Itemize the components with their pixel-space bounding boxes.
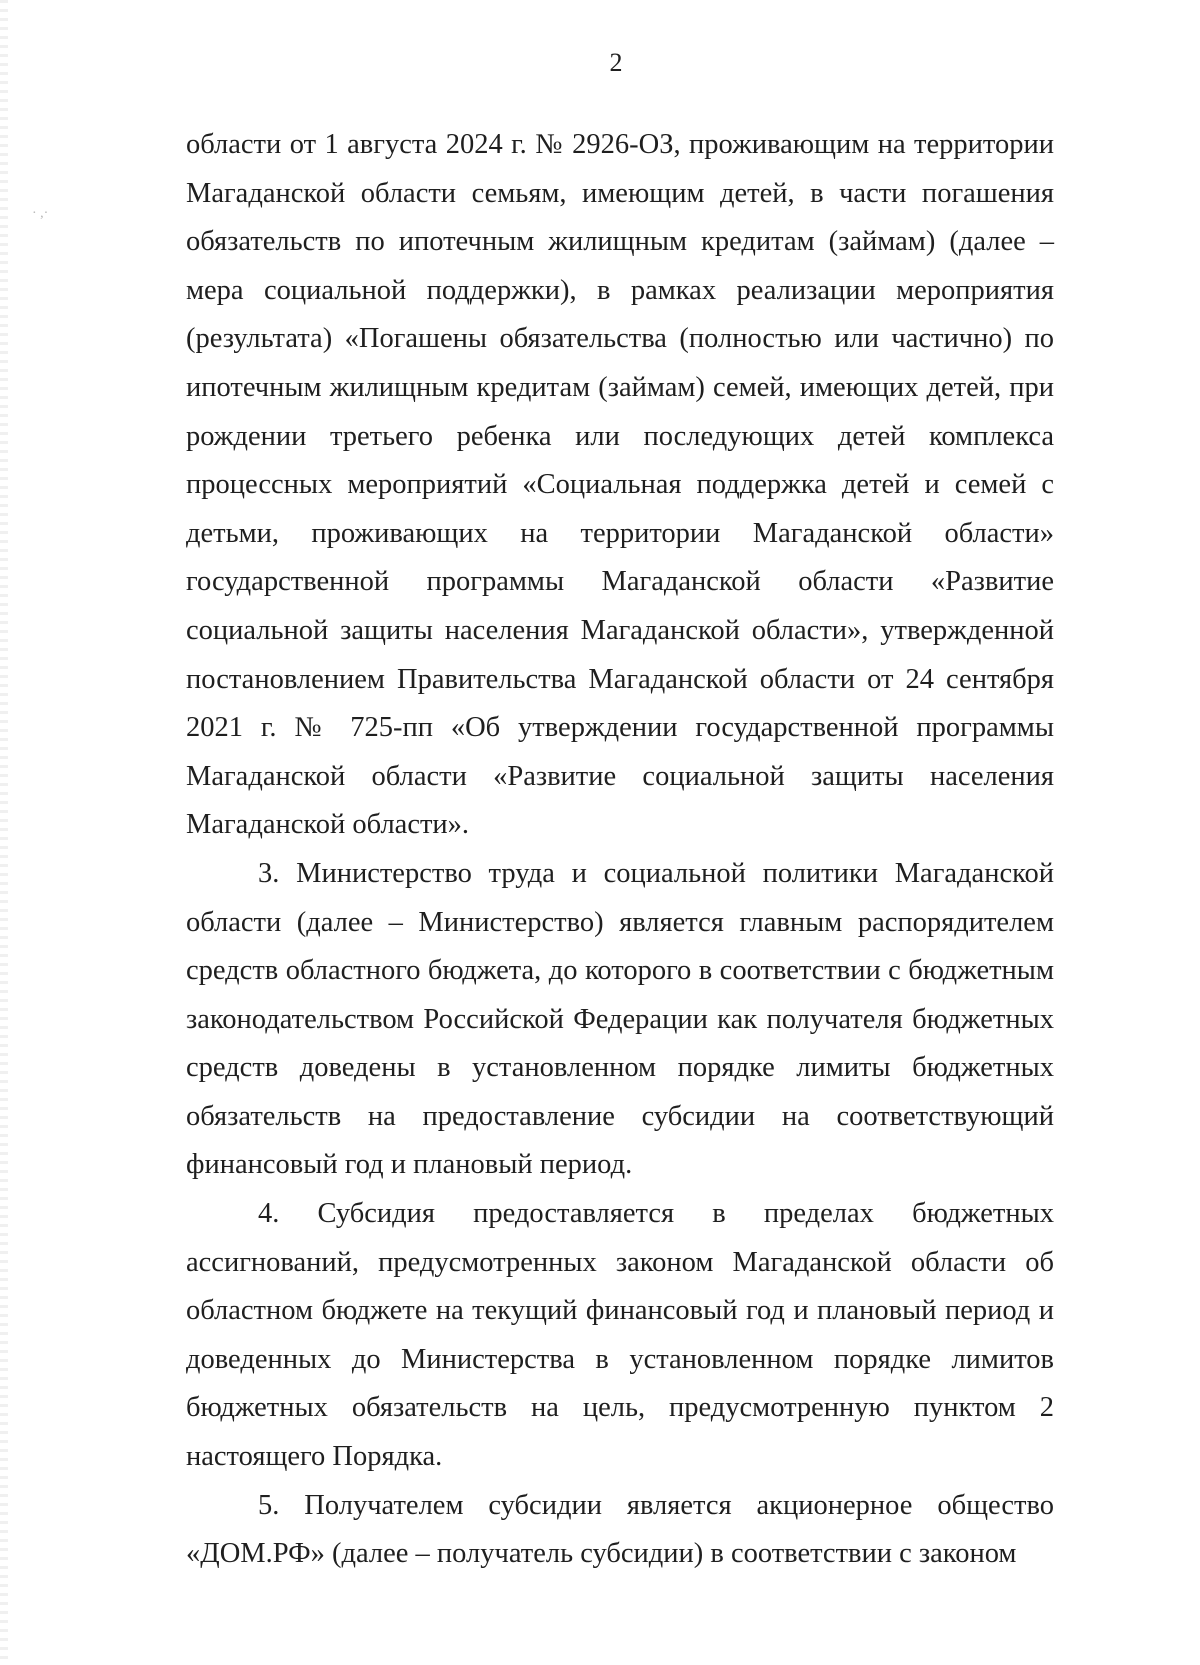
stray-scan-mark: · ,· [32, 206, 49, 221]
document-body [186, 121, 1054, 1579]
paragraph-continuation: области от 1 августа 2024 г. № 2926-ОЗ, проживающим на территории Магаданской области семьям, имеющим детей, в части погашения обязательств по ипотечным жилищным кредитам (займам) (далее – мера социальной поддержки), в рамках реализации мероприятия (результата) «Погашены обязательства (полностью или частично) по ипотечным жилищным кредитам (займам) семей, имеющих детей, при рождении третьего ребенка или последующих детей комплекса процессных мероприятий «Социальная поддержка детей и семей с детьми, проживающих на территории Магаданской области» государственной программы Магаданской области «Развитие социальной защиты населения Магаданской области», утвержденной постановлением Правительства Магаданской области от 24 сентября 2021 г. № 725-пп «Об утверждении государственной программы Магаданской области «Развитие социальной защиты населения Магаданской области». [186, 129, 1054, 841]
paragraph-item-3: 3. Министерство труда и социальной политики Магаданской области (далее – Министерство) является главным распорядителем средств областного бюджета, до которого в соответствии с бюджетным законодательством Российской Федерации как получателя бюджетных средств доведены в установленном порядке лимиты бюджетных обязательств на предоставление субсидии на соответствующий финансовый год и плановый период. [186, 857, 1054, 1181]
scan-edge-artifact [0, 0, 8, 1665]
paragraph-item-5: 5. Получателем субсидии является акционерное общество «ДОМ.РФ» (далее – получатель субсидии) в соответствии с законом [186, 1489, 1054, 1570]
page-number: 2 [609, 48, 623, 77]
paragraph-item-4: 4. Субсидия предоставляется в пределах бюджетных ассигнований, предусмотренных законом Магаданской области об областном бюджете на текущий финансовый год и плановый период и доведенных до Министерства в установленном порядке лимитов бюджетных обязательств на цель, предусмотренную пунктом 2 настоящего Порядка. [186, 1198, 1054, 1473]
